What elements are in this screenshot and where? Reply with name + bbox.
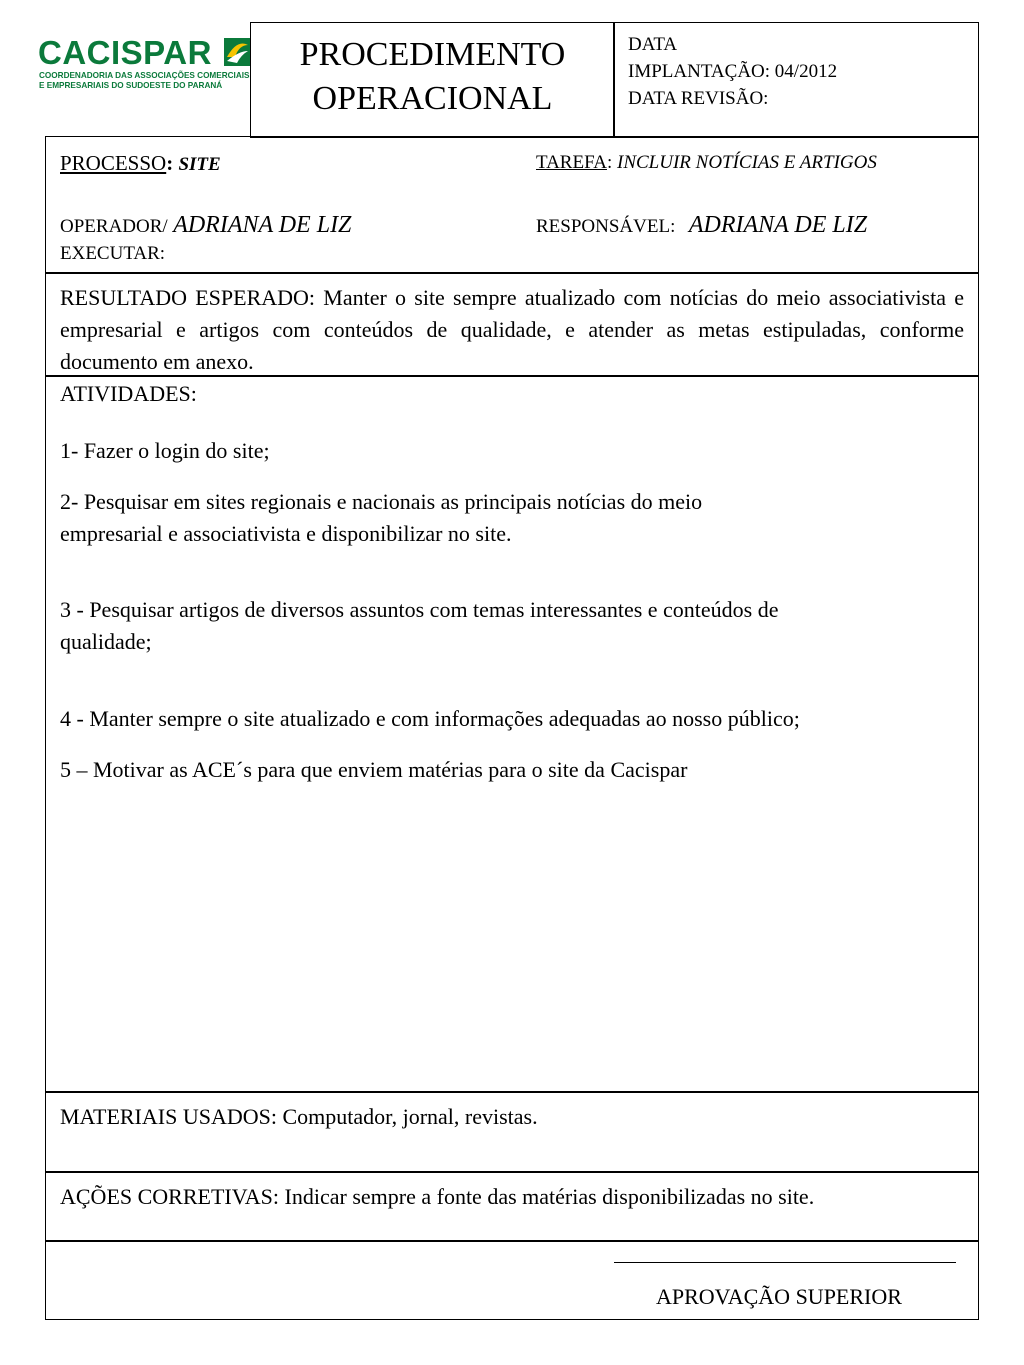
expected-result-label: RESULTADO ESPERADO [60, 285, 309, 310]
activity-item-4: 4 - Manter sempre o site atualizado e com informações adequadas ao nosso público; [60, 706, 800, 731]
date-label: DATA [628, 34, 678, 55]
activity-item-2: 2- Pesquisar em sites regionais e nacionais as principais notícias do meio [60, 489, 703, 514]
activity-item-5: 5 – Motivar as ACE´s para que enviem matérias para o site da Cacispar [60, 757, 688, 782]
dates-box [613, 22, 979, 138]
title-box [250, 22, 615, 138]
activity-item-3: 3 - Pesquisar artigos de diversos assuntos com temas interessantes e conteúdos de [60, 597, 779, 622]
process-value: SITE [178, 154, 221, 175]
operator-label: OPERADOR/ [60, 216, 168, 237]
corrective-actions-body: : Indicar sempre a fonte das matérias disponibilizadas no site. [272, 1184, 815, 1209]
responsible-value: ADRIANA DE LIZ [688, 212, 868, 238]
activities-section [45, 375, 979, 1093]
activity-item-3-cont: qualidade; [60, 629, 152, 654]
operator-row [60, 209, 351, 243]
activity-item-1: 1- Fazer o login do site; [60, 438, 270, 463]
materials-section [45, 1091, 979, 1173]
process-label: PROCESSO [60, 151, 167, 175]
materials-label: MATERIAIS USADOS [60, 1104, 271, 1129]
expected-result-body: : Manter o site sempre atualizado com notícias do meio associativista e empresarial e artigos com conteúdos de qualidade, e atender as metas estipuladas, conforme documento em anexo. [60, 285, 964, 374]
materials-text [60, 1101, 538, 1133]
task-label: TAREFA [536, 152, 607, 173]
process-colon: : [166, 151, 174, 175]
task-value: INCLUIR NOTÍCIAS E ARTIGOS [617, 152, 877, 173]
signature-line [614, 1262, 956, 1263]
process-section [45, 136, 979, 274]
process-row [60, 147, 221, 181]
expected-result-section [45, 272, 979, 377]
executar-label: EXECUTAR: [60, 243, 166, 264]
logo [38, 36, 252, 96]
activity-item-2-cont: empresarial e associativista e disponibilizar no site. [60, 521, 512, 546]
approval-section [45, 1240, 979, 1320]
expected-result-text [60, 282, 964, 378]
logo-subtitle-2: E EMPRESARIAIS DO SUDOESTE DO PARANÁ [39, 81, 223, 90]
logo-emblem-icon [223, 37, 251, 67]
materials-body: : Computador, jornal, revistas. [270, 1104, 538, 1129]
corrective-actions-text [60, 1181, 964, 1213]
page-title-line-2: OPERACIONAL [312, 80, 553, 117]
operator-value: ADRIANA DE LIZ [173, 212, 352, 238]
responsible-row [536, 209, 867, 243]
implantation-date: IMPLANTAÇÃO: 04/2012 [628, 61, 838, 82]
logo-wordmark: CACISPAR [38, 34, 212, 71]
task-colon: : [606, 152, 613, 173]
approval-label: APROVAÇÃO SUPERIOR [656, 1284, 902, 1309]
page-title-line-1: PROCEDIMENTO [299, 36, 566, 73]
responsible-label: RESPONSÁVEL: [536, 216, 676, 237]
corrective-actions-label: AÇÕES CORRETIVAS [60, 1184, 273, 1209]
activities-label: ATIVIDADES: [60, 381, 197, 406]
corrective-actions-section [45, 1171, 979, 1242]
task-row [536, 147, 877, 179]
revision-date: DATA REVISÃO: [628, 88, 769, 109]
logo-subtitle-1: COORDENADORIA DAS ASSOCIAÇÕES COMERCIAIS [39, 71, 250, 80]
